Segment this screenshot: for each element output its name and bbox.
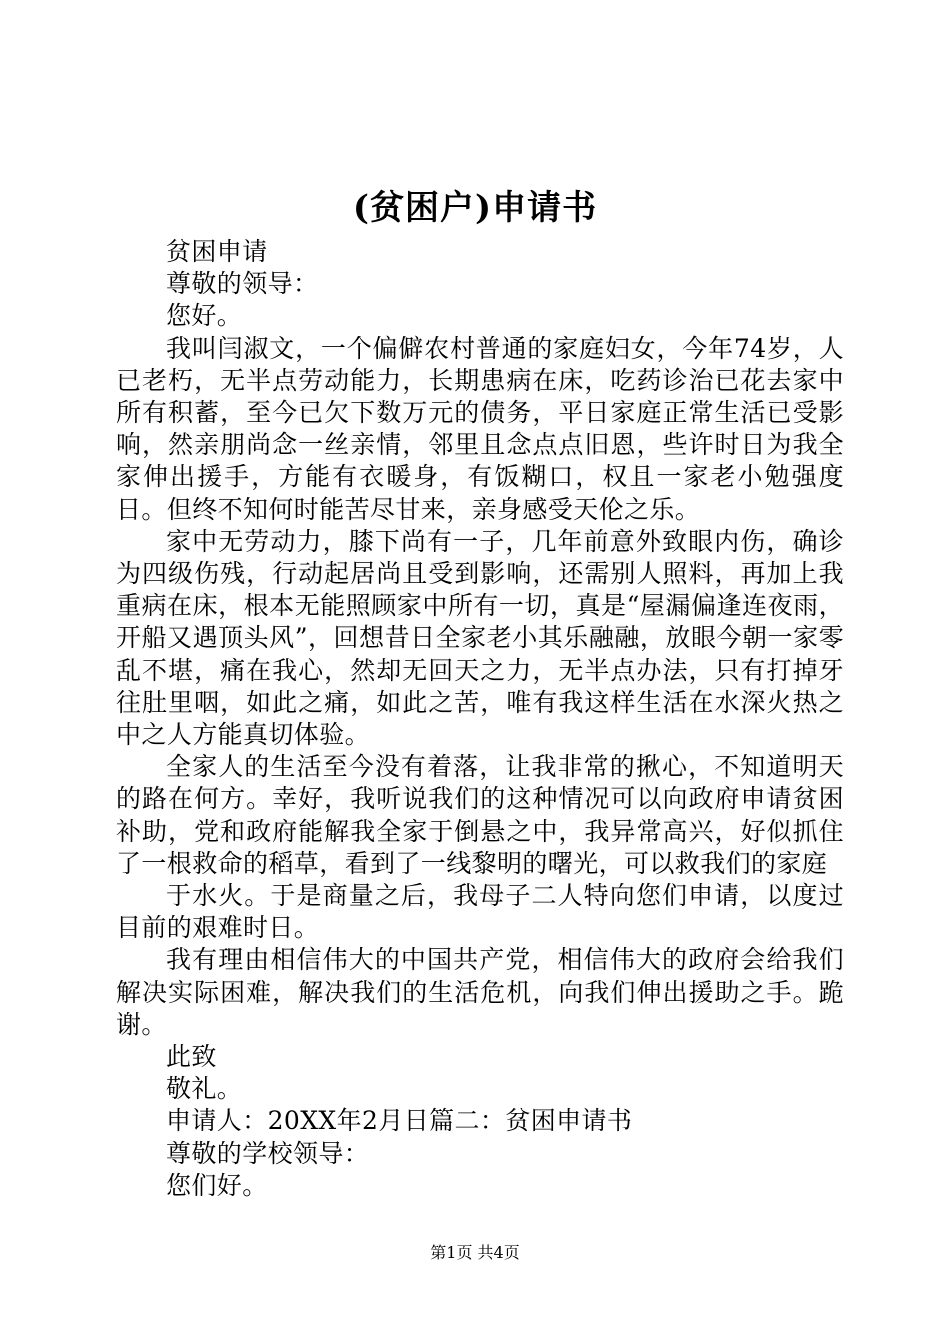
signature-line: 申请人：20XX年2月日篇二：贫困申请书 [166, 1106, 633, 1136]
paragraph-heading: 贫困申请 [166, 237, 268, 266]
greeting: 您好。 [166, 301, 243, 331]
salutation: 尊敬的学校领导： [166, 1138, 370, 1168]
paragraph: 我有理由相信伟大的中国共产党，相信伟大的政府会给我们解决实际困难，解决我们的生活危机，向我们伸出援助之手。跪谢。 [116, 945, 844, 1039]
closing-line: 此致 [166, 1042, 217, 1072]
paragraph: 家中无劳动力，膝下尚有一子，几年前意外致眼内伤，确诊为四级伤残，行动起居尚且受到影响，还需别人照料，再加上我重病在床，根本无能照顾家中所有一切，真是“屋漏偏逢连夜雨，开船又遇顶头风”，回想昔日全家老小其乐融融，放眼今朝一家零乱不堪，痛在我心，然却无回天之力，无半点办法，只有打掉牙往肚里咽，如此之痛，如此之苦，唯有我这样生活在水深火热之中之人方能真切体验。 [116, 526, 844, 750]
paragraph: 全家人的生活至今没有着落，让我非常的揪心，不知道明天的路在何方。幸好，我听说我们的这种情况可以向政府申请贫困补助，党和政府能解我全家于倒悬之中，我异常高兴，好似抓住了一根救命的稻草，看到了一线黎明的曙光，可以救我们的家庭 [116, 752, 844, 878]
document-title: (贫困户)申请书 [352, 188, 598, 228]
greeting: 您们好。 [166, 1170, 268, 1200]
closing-line: 敬礼。 [166, 1074, 243, 1104]
paragraph: 我叫闫淑文，一个偏僻农村普通的家庭妇女，今年74岁，人已老朽，无半点劳动能力，长期患病在床，吃药诊治已花去家中所有积蓄，至今已欠下数万元的债务，平日家庭正常生活已受影响，然亲朋尚念一丝亲情，邻里且念点点旧恩，些许时日为我全家伸出援手，方能有衣暖身，有饭糊口，权且一家老小勉强度日。但终不知何时能苦尽甘来，亲身感受天伦之乐。 [116, 333, 844, 524]
salutation: 尊敬的领导： [166, 269, 319, 299]
document-body [116, 236, 844, 1202]
paragraph: 于水火。于是商量之后，我母子二人特向您们申请，以度过目前的艰难时日。 [116, 881, 844, 943]
page-number: 第1页 共4页 [430, 1243, 520, 1262]
